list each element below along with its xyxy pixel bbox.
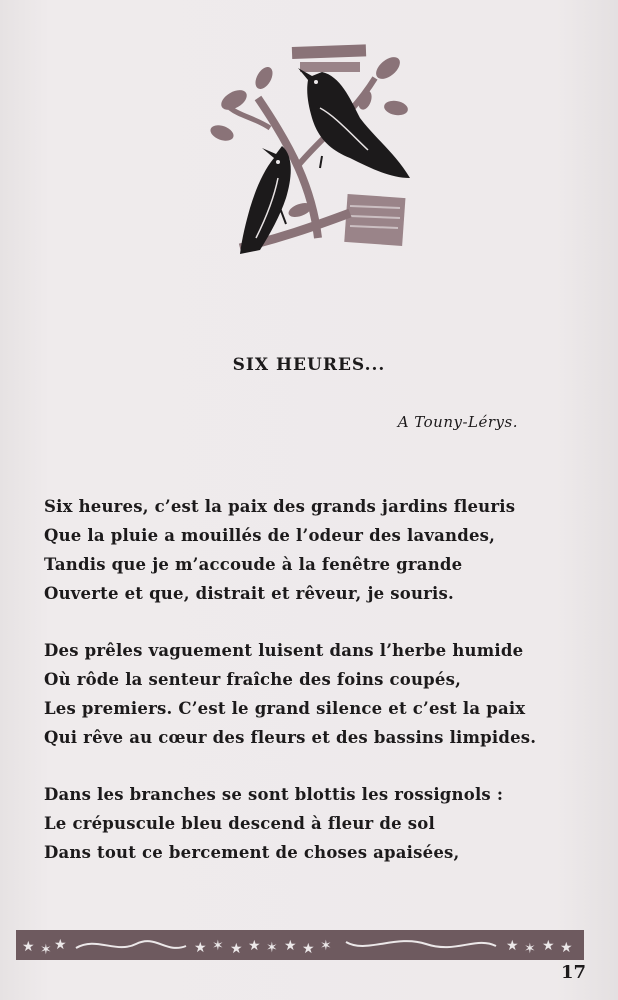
svg-text:✶: ✶ [266,940,278,956]
svg-text:★: ★ [230,941,243,957]
verse-line: Ouverte et que, distrait et rêveur, je souris. [44,584,454,603]
verse-line: Dans les branches se sont blottis les rossignols : [44,785,504,804]
verse-line: Six heures, c’est la paix des grands jardins fleuris [44,497,516,516]
svg-text:✶: ✶ [212,938,224,954]
svg-text:★: ★ [302,941,315,957]
verse-line: Des prêles vaguement luisent dans l’herbe humide [44,641,524,660]
svg-text:★: ★ [22,939,35,955]
poem-dedication: A Touny-Lérys. [397,413,518,431]
svg-text:★: ★ [194,940,207,956]
svg-text:✶: ✶ [320,938,332,954]
stanza-1 [44,492,564,608]
svg-text:★: ★ [248,938,261,954]
svg-text:✶: ✶ [524,941,536,957]
svg-text:★: ★ [542,938,555,954]
stanza-2 [44,636,564,752]
verse-line: Les premiers. C’est le grand silence et c’est la paix [44,699,526,718]
verse-line: Qui rêve au cœur des fleurs et des bassins limpides. [44,728,537,747]
verse-line: Tandis que je m’accoude à la fenêtre grande [44,555,463,574]
verse-line: Dans tout ce bercement de choses apaisées, [44,843,460,862]
birds-on-branch-woodcut-icon [200,38,418,260]
svg-text:★: ★ [284,938,297,954]
stanza-3 [44,780,564,867]
star-and-vine-border-icon [16,930,584,960]
page-number: 17 [560,962,586,983]
svg-text:✶: ✶ [40,942,52,958]
poem-title: SIX HEURES... [232,355,386,375]
svg-text:★: ★ [560,940,573,956]
verse-line: Le crépuscule bleu descend à fleur de sol [44,814,435,833]
verse-line: Que la pluie a mouillés de l’odeur des lavandes, [44,526,496,545]
svg-text:★: ★ [54,937,67,953]
svg-text:★: ★ [506,938,519,954]
verse-line: Où rôde la senteur fraîche des foins coupés, [44,670,462,689]
